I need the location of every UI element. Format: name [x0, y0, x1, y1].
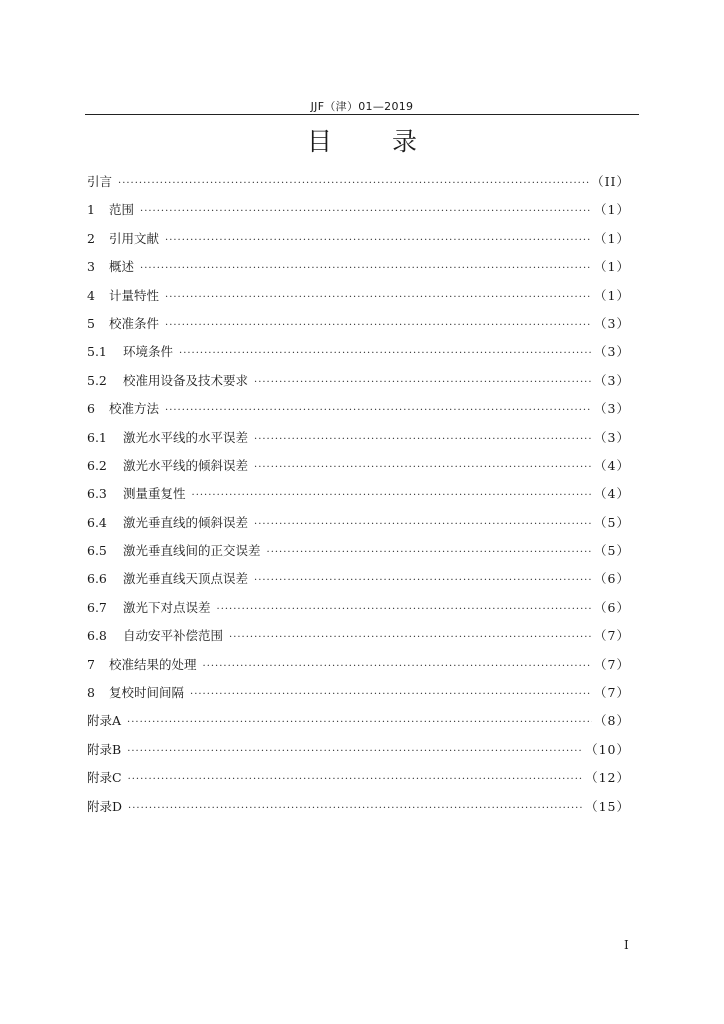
toc-entry[interactable]: [87, 399, 630, 427]
toc-entry-label: 激光垂直线间的正交误差: [123, 543, 261, 559]
toc-entry-page: （3）: [594, 372, 630, 388]
toc-entry-page: （12）: [585, 770, 630, 786]
toc-entry-page: （3）: [594, 315, 630, 331]
toc-entry-label: 复校时间间隔: [109, 685, 185, 701]
toc-entry-label: 校准结果的处理: [109, 656, 197, 672]
toc-entry[interactable]: [87, 257, 630, 285]
toc-entry-page: （6）: [594, 571, 630, 587]
toc-entry[interactable]: [87, 626, 630, 654]
toc-entry[interactable]: [87, 513, 630, 541]
toc-entry[interactable]: [87, 200, 630, 228]
toc-leader-dots: [127, 746, 583, 757]
toc-entry-page: （7）: [594, 656, 630, 672]
toc-leader-dots: [254, 519, 592, 530]
toc-entry-number: 6.5: [87, 543, 107, 559]
toc-entry-number: 5.2: [87, 372, 107, 388]
toc-entry-label: 附录B: [87, 741, 122, 757]
toc-entry-label: 概述: [109, 259, 135, 275]
toc-leader-dots: [128, 803, 583, 814]
toc-leader-dots: [165, 405, 592, 416]
toc-entry-number: 5: [87, 315, 95, 331]
toc-entry[interactable]: [87, 286, 630, 314]
toc-entry-number: 6.2: [87, 457, 107, 473]
toc-entry-label: 激光垂直线的倾斜误差: [123, 514, 249, 530]
toc-leader-dots: [254, 575, 592, 586]
toc-leader-dots: [229, 632, 592, 643]
toc-entry-label: 附录A: [87, 713, 122, 729]
toc-entry-label: 自动安平补偿范围: [123, 628, 224, 644]
toc-entry-number: 6.3: [87, 486, 107, 502]
toc-leader-dots: [192, 490, 593, 501]
toc-entry[interactable]: [87, 484, 630, 512]
toc-entry[interactable]: [87, 711, 630, 739]
toc-leader-dots: [179, 348, 592, 359]
toc-entry-number: 6: [87, 401, 95, 417]
toc-entry[interactable]: [87, 541, 630, 569]
toc-leader-dots: [118, 178, 589, 189]
toc-leader-dots: [254, 434, 592, 445]
toc-leader-dots: [165, 320, 592, 331]
toc-entry-page: （7）: [594, 685, 630, 701]
toc-entry-label: 引用文献: [109, 230, 160, 246]
toc-entry[interactable]: [87, 797, 630, 825]
toc-entry-label: 附录C: [87, 770, 122, 786]
toc-entry[interactable]: [87, 456, 630, 484]
toc-entry-number: 2: [87, 230, 95, 246]
toc-entry[interactable]: [87, 342, 630, 370]
toc-entry-number: 8: [87, 685, 95, 701]
toc-entry-label: 激光水平线的水平误差: [123, 429, 249, 445]
toc-entry-page: （15）: [585, 798, 630, 814]
toc-leader-dots: [203, 661, 593, 672]
toc-entry-number: 5.1: [87, 344, 107, 360]
toc-entry-label: 校准用设备及技术要求: [123, 372, 249, 388]
toc-entry-label: 校准方法: [109, 401, 160, 417]
toc-entry-page: （10）: [585, 741, 630, 757]
toc-leader-dots: [128, 774, 584, 785]
toc-entry-label: 激光垂直线天顶点误差: [123, 571, 249, 587]
toc-entry-label: 激光下对点误差: [123, 599, 211, 615]
toc-entry[interactable]: [87, 598, 630, 626]
page-title: [0, 122, 724, 158]
toc-entry[interactable]: [87, 569, 630, 597]
toc-leader-dots: [127, 717, 592, 728]
toc-entry-page: （1）: [594, 259, 630, 275]
title-char-left: 目: [306, 127, 332, 156]
table-of-contents: [87, 172, 630, 825]
toc-entry-number: 6.6: [87, 571, 107, 587]
toc-entry-label: 激光水平线的倾斜误差: [123, 457, 249, 473]
toc-leader-dots: [140, 263, 592, 274]
toc-entry-number: 4: [87, 287, 95, 303]
page-number: I: [624, 938, 629, 952]
toc-entry-page: （3）: [594, 344, 630, 360]
toc-entry-page: （1）: [594, 230, 630, 246]
toc-entry-label: 附录D: [87, 798, 123, 814]
running-header: JJF（津）01—2019: [310, 100, 414, 113]
toc-entry-page: （3）: [594, 401, 630, 417]
toc-leader-dots: [190, 689, 592, 700]
toc-leader-dots: [254, 377, 592, 388]
toc-entry-label: 范围: [109, 202, 135, 218]
toc-entry-number: 6.4: [87, 514, 107, 530]
toc-leader-dots: [254, 462, 592, 473]
toc-entry-page: （II）: [591, 174, 630, 189]
title-char-right: 录: [392, 127, 418, 156]
toc-entry-label: 测量重复性: [123, 486, 186, 502]
toc-entry-number: 6.8: [87, 628, 107, 644]
toc-leader-dots: [165, 292, 592, 303]
toc-entry-page: （4）: [594, 457, 630, 473]
toc-entry-page: （8）: [594, 713, 630, 729]
toc-entry-page: （6）: [594, 599, 630, 615]
toc-entry-page: （3）: [594, 429, 630, 445]
toc-entry-number: 3: [87, 259, 95, 275]
toc-entry-page: （1）: [594, 202, 630, 218]
toc-entry[interactable]: [87, 428, 630, 456]
toc-entry[interactable]: [87, 371, 630, 399]
toc-entry[interactable]: [87, 655, 630, 683]
toc-entry-page: （7）: [594, 628, 630, 644]
toc-entry-label: 校准条件: [109, 315, 160, 331]
toc-entry-number: 6.7: [87, 599, 107, 615]
toc-entry-page: （4）: [594, 486, 630, 502]
toc-entry-number: 1: [87, 202, 95, 218]
toc-entry-label: 引言: [87, 174, 113, 189]
header-rule: [85, 114, 639, 115]
toc-leader-dots: [140, 206, 592, 217]
toc-entry[interactable]: [87, 172, 630, 200]
toc-entry[interactable]: [87, 683, 630, 711]
toc-entry-label: 计量特性: [109, 287, 160, 303]
toc-entry[interactable]: [87, 740, 630, 768]
toc-entry[interactable]: [87, 229, 630, 257]
toc-entry-page: （5）: [594, 514, 630, 530]
toc-entry-page: （5）: [594, 543, 630, 559]
toc-entry-label: 环境条件: [123, 344, 174, 360]
toc-entry-number: 6.1: [87, 429, 107, 445]
toc-entry-number: 7: [87, 656, 95, 672]
toc-leader-dots: [217, 604, 593, 615]
toc-entry[interactable]: [87, 768, 630, 796]
toc-leader-dots: [165, 235, 592, 246]
toc-entry-page: （1）: [594, 287, 630, 303]
toc-entry[interactable]: [87, 314, 630, 342]
toc-leader-dots: [267, 547, 593, 558]
